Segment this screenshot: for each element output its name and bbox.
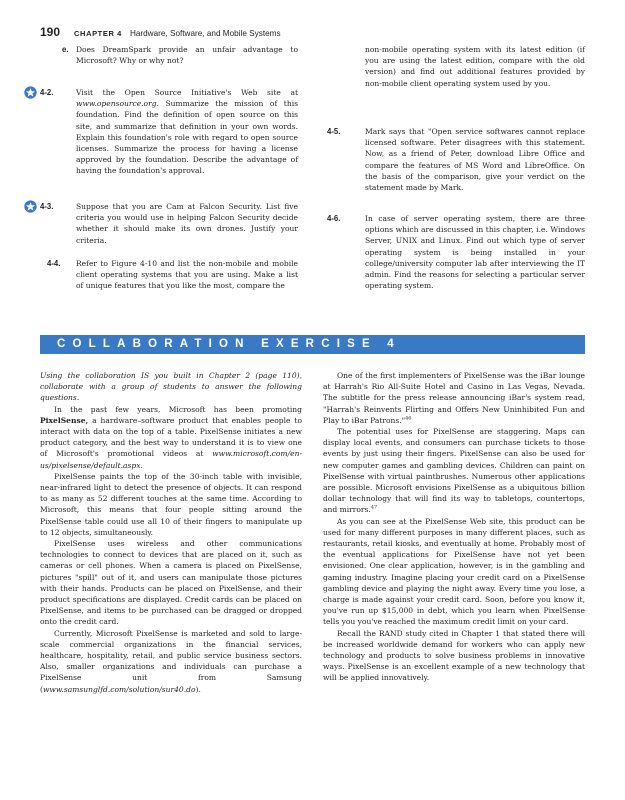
star-icon	[24, 200, 37, 213]
question-text-part: . Summarize the mission of this foundation. Find the definition of open source on this site, and summarize that definition in your own words. Explain this foundation's role with regard to open source licenses. Summarize the process for having a license approved by the foundation. Describe the advantage of having the foundation's approval.	[76, 99, 298, 176]
question-e-text: Does DreamSpark provide an unfair advantage to Microsoft? Why or why not?	[76, 45, 298, 66]
paragraph	[40, 628, 302, 695]
question-text-part: Visit the Open Source Initiative's Web site at	[76, 88, 298, 97]
paragraph	[323, 370, 585, 426]
page-header	[40, 25, 281, 41]
text-run: In the past few years, Microsoft has been promoting	[54, 404, 302, 414]
microsoft-link[interactable]: www.microsoft.com/en-us/pixelsense/default.aspx	[40, 449, 302, 470]
text-run: One of the first implementers of PixelSense was the iBar lounge at Harrah's Rio All-Suite Hotel and Casino in Las Vegas, Nevada. The subtitle for the press release announcing iBar's system read, "Harrah's Reinvents Flirting and Offers New Uninhibited Fun and Play to iBar Patrons."	[323, 371, 585, 425]
question-number: 4-3.	[40, 202, 54, 211]
paragraph: PixelSense uses wireless and other communications technologies to connect to devices that are placed on it, such as cameras or cell phones. When a camera is placed on PixelSense, pictures "spill" out of it, and users can manipulate those pictures with their hands. Products can be placed on PixelSense, and their product specifications are displayed. Credit cards can be placed on PixelSense, and items to be purchased can be dragged or dropped onto the credit card.	[40, 539, 302, 627]
opensource-link[interactable]: www.opensource.org	[76, 99, 157, 109]
question-4-6-text: In case of server operating system, there are three options which are discussed in this chapter, i.e. Windows Server, UNIX and Linux. Find out which type of server operating system is being installed in your college/university computer lab after interviewing the IT admin. Find the reasons for selecting a particular server operating system.	[365, 214, 585, 291]
samsung-link[interactable]: www.samsunglfd.com/solution/sur40.do	[42, 684, 196, 694]
question-text	[76, 87, 298, 177]
text-run: a hardware–software product that enables people to interact with data on the top of a table. PixelSense initiates a new product category, and the best way to understand it is to view one of Microsoft's promotional videos at	[40, 415, 302, 459]
star-icon	[24, 86, 37, 99]
exercise-intro: Using the collaboration IS you built in Chapter 2 (page 110), collaborate with a group of students to answer the following questions.	[40, 371, 302, 403]
page-number: 190	[40, 25, 61, 39]
question-number: 4-6.	[327, 214, 341, 223]
question-4-4-text-left: Refer to Figure 4-10 and list the non-mobile and mobile client operating systems that you are using. Make a list of unique features that you like the most, compare the	[76, 259, 298, 291]
text-run: .	[140, 460, 143, 470]
banner-title: COLLABORATION EXERCISE 4	[57, 338, 401, 350]
collaboration-banner	[40, 335, 585, 354]
question-4-3-text: Suppose that you are Cam at Falcon Security. List five criteria you would use in helping Falcon Security decide whether it should make its own drones. Justify your criteria.	[76, 202, 298, 245]
question-number: 4-5.	[327, 127, 341, 136]
text-run: The potential uses for PixelSense are staggering. Maps can display local events, and consumers can purchase tickets to those events by just using their fingers. PixelSense can also be used for new computer games and gambling devices. Children can paint on PixelSense with virtual paintbrushes. Numerous other applications are possible. Microsoft envisions PixelSense as a ubiquitous billion dollar technology that will find its way to tabletops, countertops, and mirrors.	[323, 427, 585, 515]
question-4-5-text: Mark says that "Open service softwares cannot replace licensed software. Peter disagrees with this statement. Now, as a friend of Peter, download Libre Office and compare the features of MS Word and LibreOffice. On the basis of the comparison, give your verdict on the statement made by Mark.	[365, 127, 585, 193]
footnote-ref: 47	[370, 504, 378, 511]
paragraph	[40, 404, 302, 471]
left-body-column	[40, 370, 302, 695]
footnote-ref: 46	[405, 415, 412, 422]
pixelsense-term: PixelSense,	[40, 415, 89, 425]
paragraph	[323, 426, 585, 516]
paragraph: PixelSense paints the top of the 30-inch table with invisible, near-infrared light to detect the presence of objects. It can respond to as many as 52 different touches at the same time. According to Microsoft, this means that four people sitting around the PixelSense table could use all 10 of their fingers to manipulate up to 12 objects, simultaneously.	[40, 471, 302, 537]
question-text	[76, 44, 298, 66]
question-number: e.	[62, 45, 69, 54]
question-number: 4-2.	[40, 88, 54, 97]
right-body-column	[323, 370, 585, 684]
text-run: Currently, Microsoft PixelSense is marketed and sold to large-scale commercial organizations in the financial services, healthcare, hospitality, retail, and public service business sectors. Also, smaller organizations and individuals can purchase a PixelSense unit from Samsung (	[40, 628, 302, 694]
question-4-4-text-right: non-mobile operating system with its latest edition (if you are using the latest edition, compare with the old version) and find out additional features provided by non-mobile client operating system used by you.	[365, 45, 585, 88]
paragraph: As you can see at the PixelSense Web site, this product can be used for many different purposes in many different places, such as restaurants, retail kiosks, and eventually at home. Probably most of the eventual applications for PixelSense have not yet been envisioned. One clear application, however, is in the gambling and gaming industry. Imagine placing your credit card on a PixelSense gambling device and playing the night away. Every time you lose, a charge is made against your credit card. Soon, before you know it, you've run up $15,000 in debt, which you learn when PixelSense tells you you've reached the maximum credit limit on your card.	[323, 516, 585, 627]
chapter-title: Hardware, Software, and Mobile Systems	[129, 29, 281, 38]
text-run: ).	[195, 684, 201, 694]
chapter-label: CHAPTER 4	[74, 29, 122, 38]
question-text	[365, 126, 585, 193]
paragraph: Recall the RAND study cited in Chapter 1 that stated there will be increased worldwide demand for workers who can apply new technology and products to solve business problems in innovative ways. PixelSense is an excellent example of a new technology that will be applied innovatively.	[323, 628, 585, 683]
question-text	[365, 213, 585, 291]
question-number: 4-4.	[47, 259, 61, 268]
question-text	[76, 201, 298, 246]
